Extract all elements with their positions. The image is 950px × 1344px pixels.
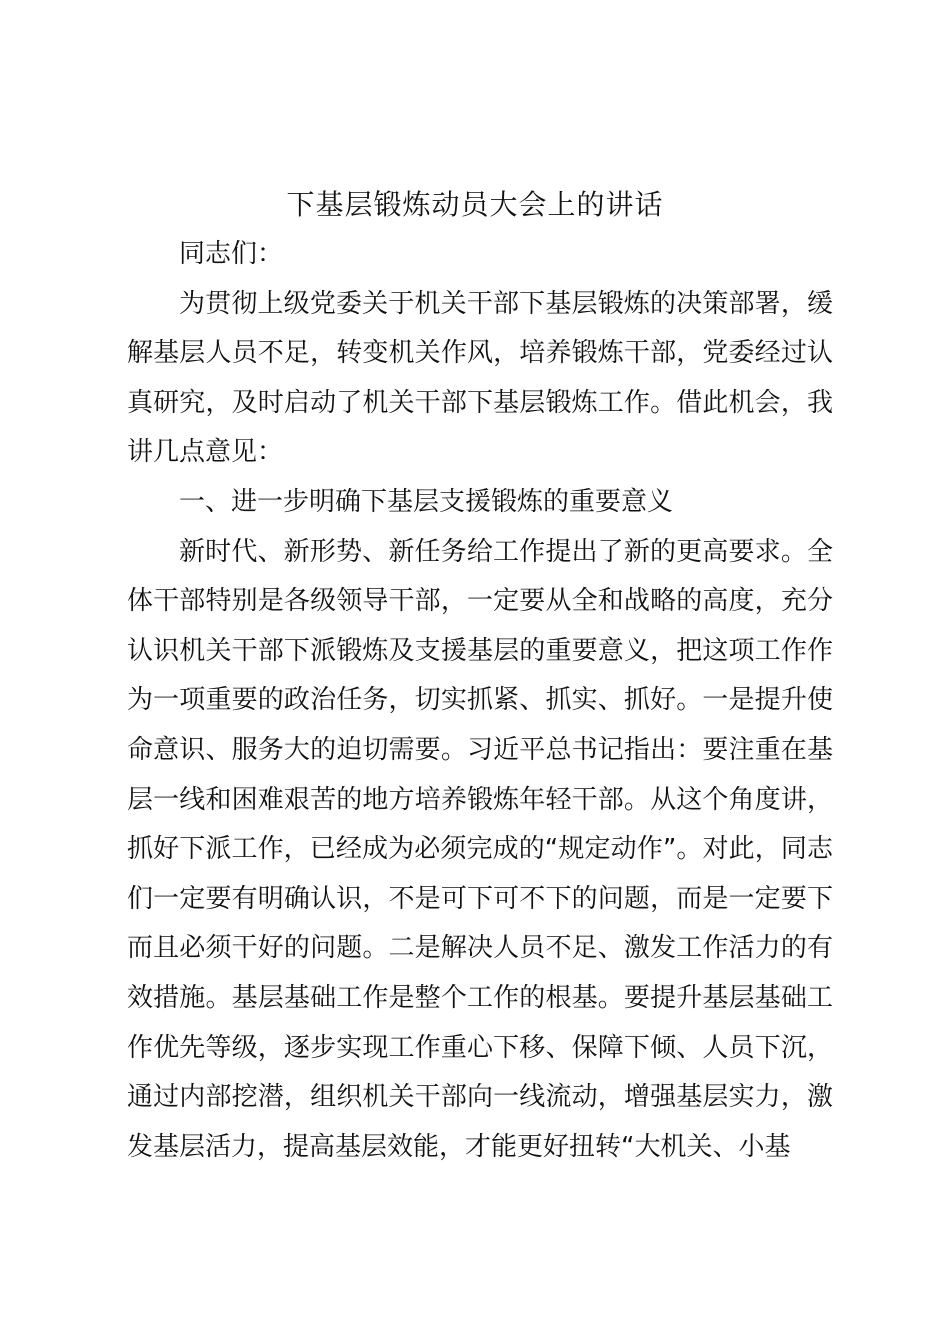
section-heading: 一、进一步明确下基层支援锻炼的重要意义: [179, 486, 674, 517]
document-title: 下基层锻炼动员大会上的讲话: [286, 188, 664, 221]
paragraph-body: 新时代、新形势、新任务给工作提出了新的更高要求。全体干部特别是各级领导干部，一定要从全和战略的高度，充分认识机关干部下派锻炼及支援基层的重要意义，把这项工作作为一项重要的政治任务，切实抓紧、抓实、抓好。一是提升使命意识、服务大的迫切需要。习近平总书记指出：要注重在基层一线和困难艰苦的地方培养锻炼年轻干部。从这个角度讲，抓好下派工作，已经成为必须完成的“规定动作”。对此，同志们一定要有明确认识，不是可下可不下的问题，而是一定要下而且必须干好的问题。二是解决人员不足、激发工作活力的有效措施。基层基础工作是整个工作的根基。要提升基层基础工作优先等级，逐步实现工作重心下移、保障下倾、人员下沉，通过内部挖潜，组织机关干部向一线流动，增强基层实力，激发基层活力，提高基层效能，才能更好扭转“大机关、小基: [127, 536, 833, 1162]
document-body: [127, 230, 833, 1172]
salutation: 同志们：: [179, 239, 284, 269]
paragraph-intro: 为贯彻上级党委关于机关干部下基层锻炼的决策部署，缓解基层人员不足，转变机关作风，培养锻炼干部，党委经过认真研究，及时启动了机关干部下基层锻炼工作。借此机会，我讲几点意见：: [127, 288, 833, 468]
